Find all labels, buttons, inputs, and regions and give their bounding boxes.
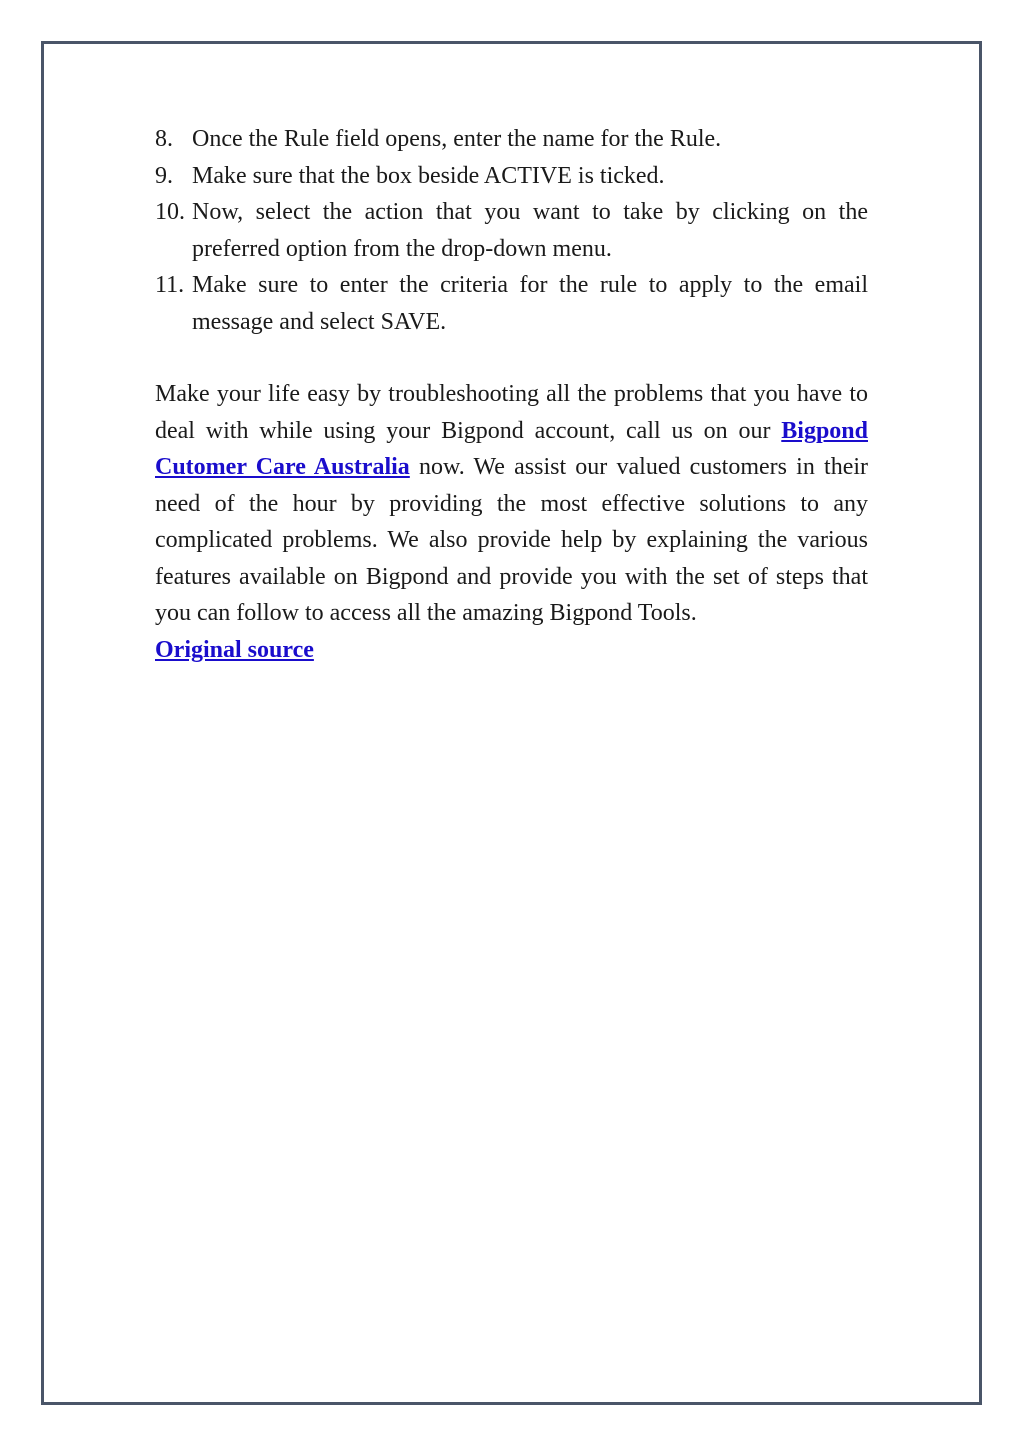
list-item-text: Make sure to enter the criteria for the rule to apply to the email message and select SAVE. — [192, 272, 868, 335]
list-item — [155, 121, 868, 158]
original-source-link[interactable]: Original source — [155, 636, 314, 663]
document-content — [155, 121, 868, 668]
list-item — [155, 158, 868, 195]
list-item-number: 8. — [155, 126, 173, 152]
steps-list — [155, 121, 868, 340]
body-paragraph — [155, 376, 868, 632]
list-item-text: Once the Rule field opens, enter the name for the Rule. — [192, 126, 722, 152]
paragraph-text-after-link: now. We assist our valued customers in their need of the hour by providing the most effective solutions to any complicated problems. We also provide help by explaining the various features available on Bigpond and provide you with the set of steps that you can follow to access all the amazing Bigpond Tools. — [155, 454, 869, 626]
customer-care-link[interactable]: Bigpond Cutomer Care Australia — [155, 417, 868, 480]
list-item-number: 11. — [155, 272, 185, 298]
list-item-text: Now, select the action that you want to take by clicking on the preferred option from the drop-down menu. — [192, 199, 868, 262]
list-item-text: Make sure that the box beside ACTIVE is ticked. — [192, 162, 665, 189]
paragraph-text-before-link: Make your life easy by troubleshooting all the problems that you have to deal with while using your Bigpond account, call us on our — [155, 381, 868, 444]
list-item — [155, 267, 868, 340]
list-item-number: 10. — [155, 199, 185, 225]
list-item-number: 9. — [155, 162, 173, 189]
list-item — [155, 194, 868, 267]
